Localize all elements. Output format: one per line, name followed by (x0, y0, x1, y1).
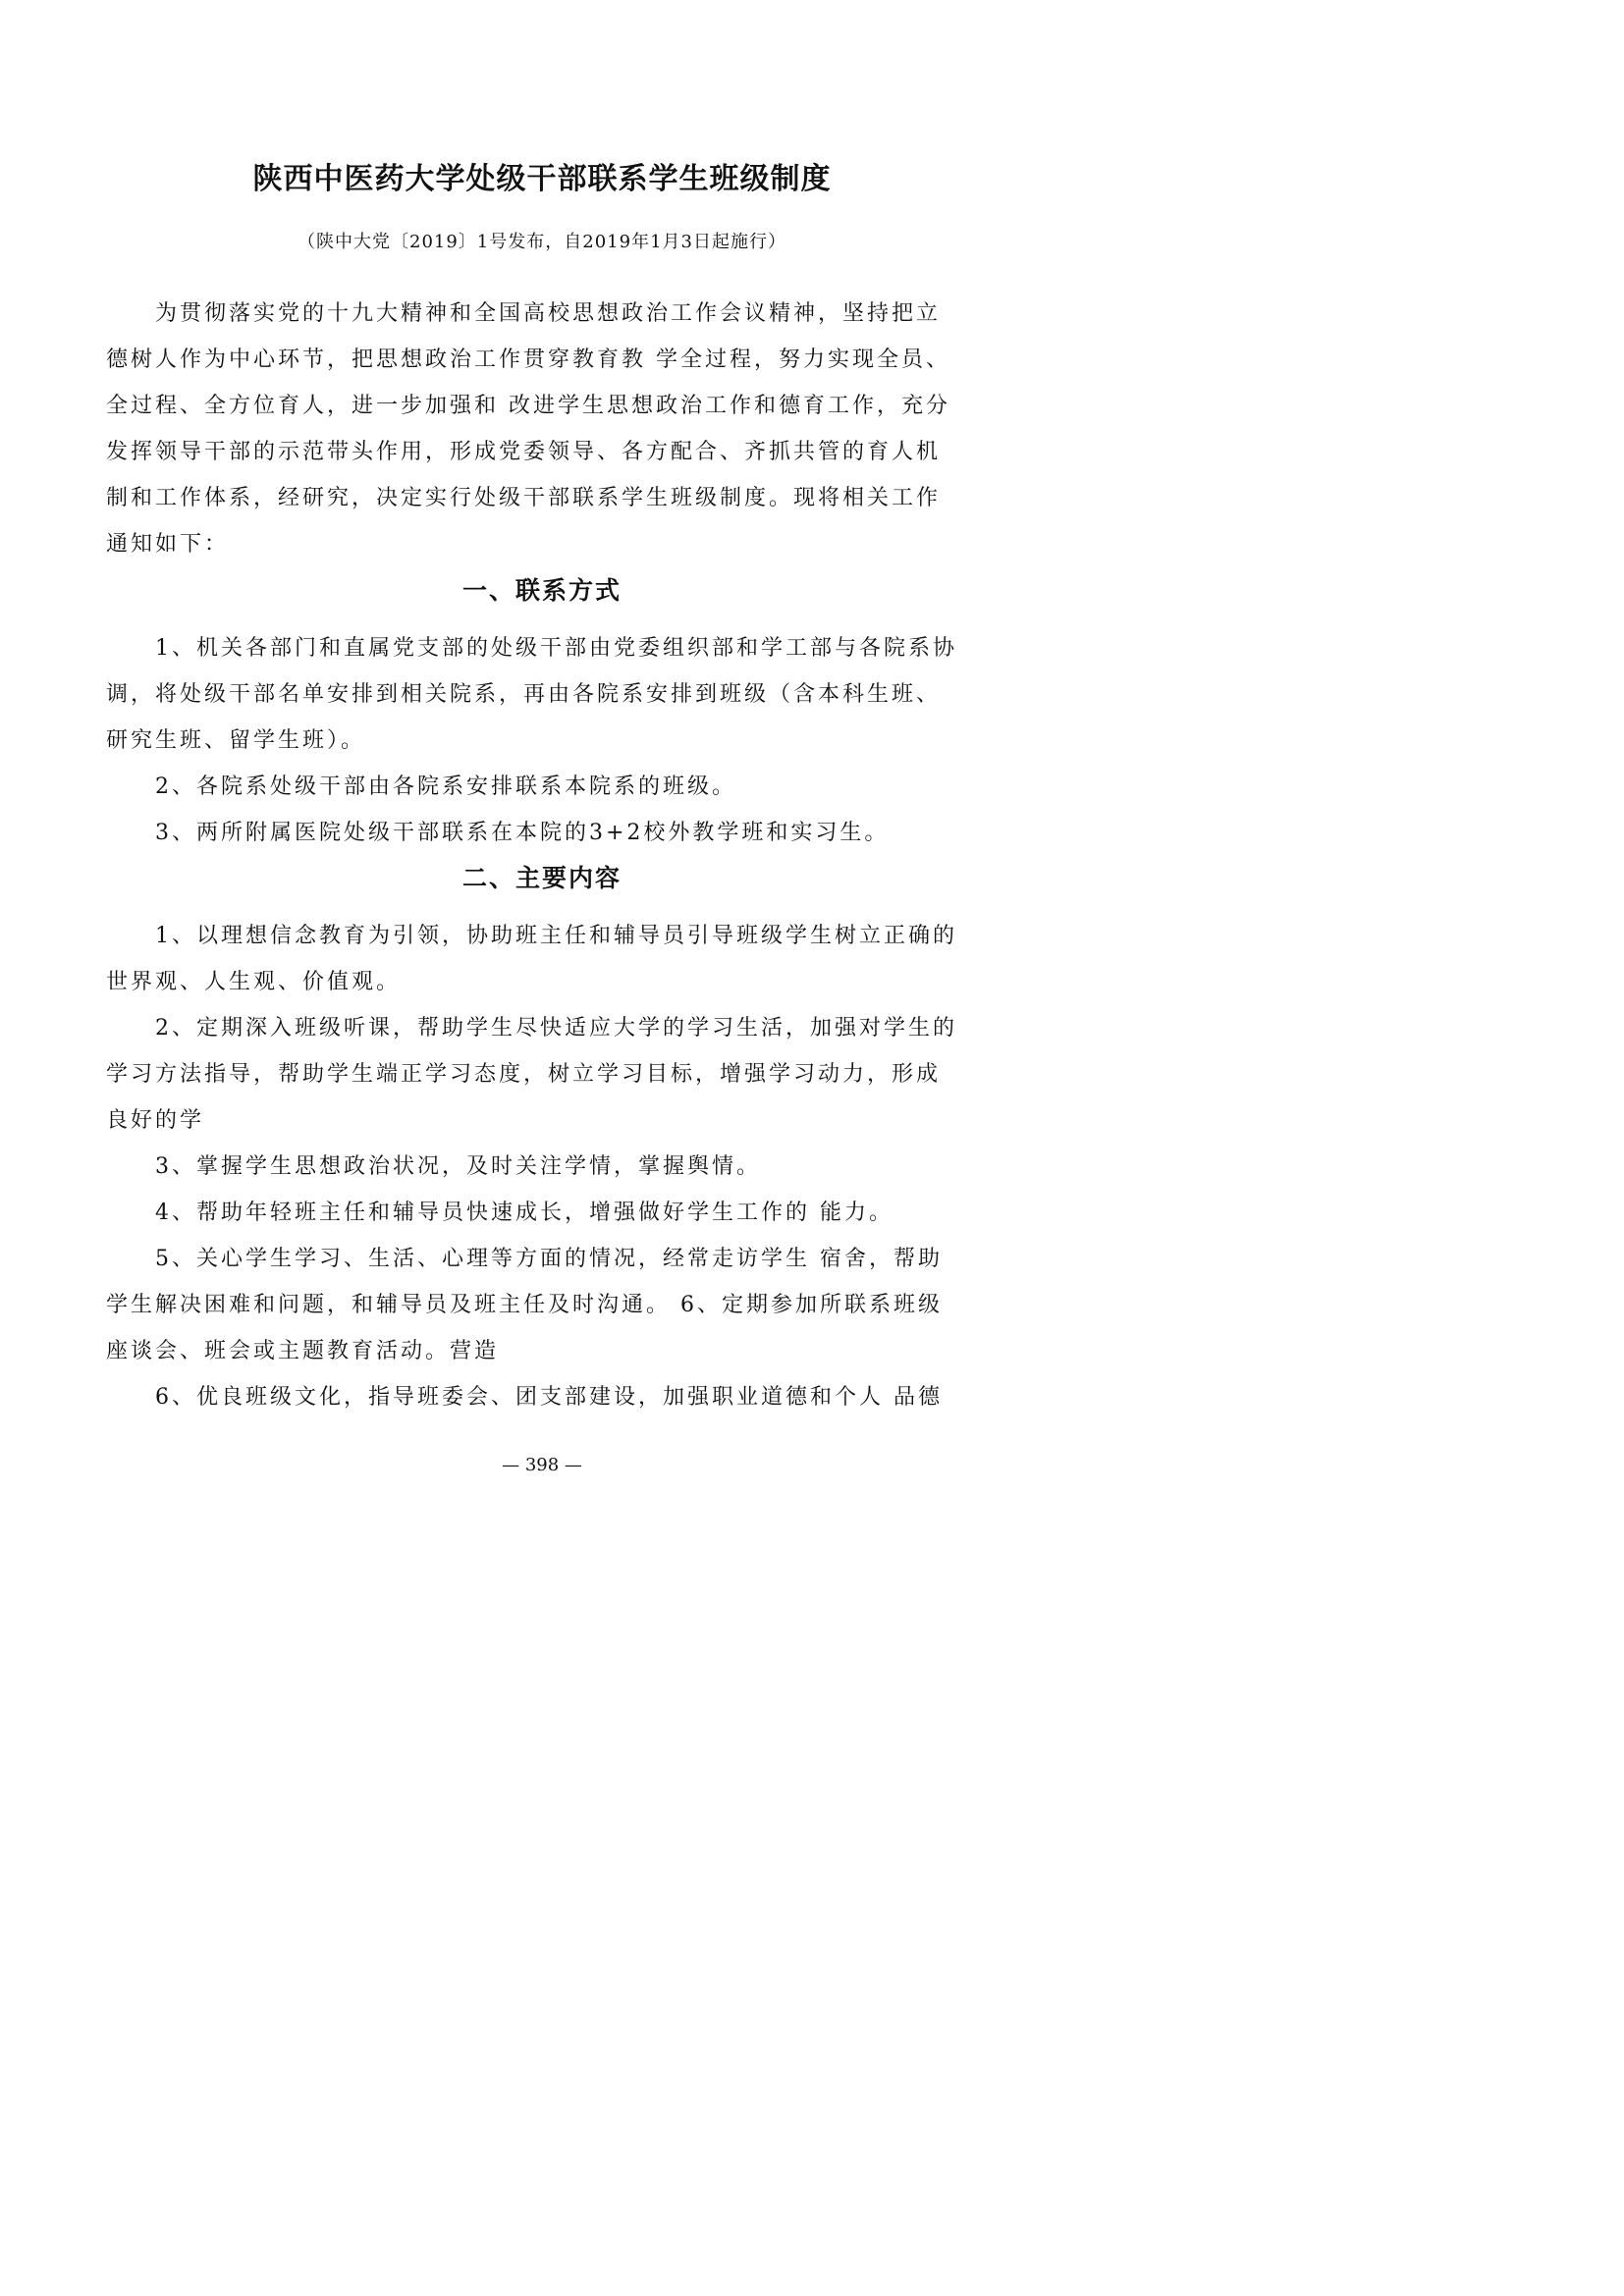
section1-line: 2、各院系处级干部由各院系安排联系本院系的班级。 (106, 774, 736, 799)
intro-line: 全过程、全方位育人，进一步加强和 改进学生思想政治工作和德育工作，充分 (106, 394, 950, 418)
document-page (0, 0, 1084, 1532)
section2-line: 3、掌握学生思想政治状况，及时关注学情，掌握舆情。 (106, 1154, 761, 1179)
intro-paragraph (106, 291, 982, 567)
section-heading-main-content: 二、主要内容 (461, 864, 622, 892)
section2-line: 学生解决困难和问题，和辅导员及班主任及时沟通。 6、定期参加所联系班级 (106, 1293, 943, 1317)
section2-line: 4、帮助年轻班主任和辅导员快速成长，增强做好学生工作的 能力。 (106, 1201, 893, 1225)
section2-line: 良好的学 (106, 1108, 205, 1133)
section2-line: 座谈会、班会或主题教育活动。营造 (106, 1339, 500, 1363)
intro-line: 为贯彻落实党的十九大精神和全国高校思想政治工作会议精神，坚持把立 (106, 301, 942, 326)
section1-line: 1、机关各部门和直属党支部的处级干部由党委组织部和学工部与各院系协 (106, 636, 957, 661)
section2-body (106, 913, 982, 1420)
section1-line: 3、两所附属医院处级干部联系在本院的3+2校外教学班和实习生。 (106, 821, 890, 845)
section1-line: 研究生班、留学生班）。 (106, 728, 366, 753)
intro-line: 通知如下： (106, 532, 230, 557)
section1-body (106, 625, 982, 856)
section-heading-contact-method: 一、联系方式 (461, 576, 622, 605)
intro-line: 发挥领导干部的示范带头作用，形成党委领导、各方配合、齐抓共管的育人机 (106, 440, 942, 464)
section2-line: 6、优良班级文化，指导班委会、团支部建设，加强职业道德和个人 品德 (106, 1385, 943, 1410)
page-number: — 398 — (502, 1455, 582, 1475)
document-title: 陕西中医药大学处级干部联系学生班级制度 (252, 162, 832, 196)
section2-line: 2、定期深入班级听课，帮助学生尽快适应大学的学习生活，加强对学生的 (106, 1016, 957, 1041)
document-subtitle: （陕中大党〔2019〕1号发布，自2019年1月3日起施行） (298, 232, 786, 252)
intro-line: 德树人作为中心环节，把思想政治工作贯穿教育教 学全过程，努力实现全员、 (106, 347, 950, 372)
section2-line: 学习方法指导，帮助学生端正学习态度，树立学习目标，增强学习动力，形成 (106, 1062, 942, 1087)
section2-line: 5、关心学生学习、生活、心理等方面的情况，经常走访学生 宿舍，帮助 (106, 1247, 943, 1271)
section2-line: 1、以理想信念教育为引领，协助班主任和辅导员引导班级学生树立正确的 (106, 924, 957, 948)
section1-line: 调，将处级干部名单安排到相关院系，再由各院系安排到班级（含本科生班、 (106, 682, 942, 707)
section2-line: 世界观、人生观、价值观。 (106, 970, 402, 994)
intro-line: 制和工作体系，经研究，决定实行处级干部联系学生班级制度。现将相关工作 (106, 486, 942, 510)
